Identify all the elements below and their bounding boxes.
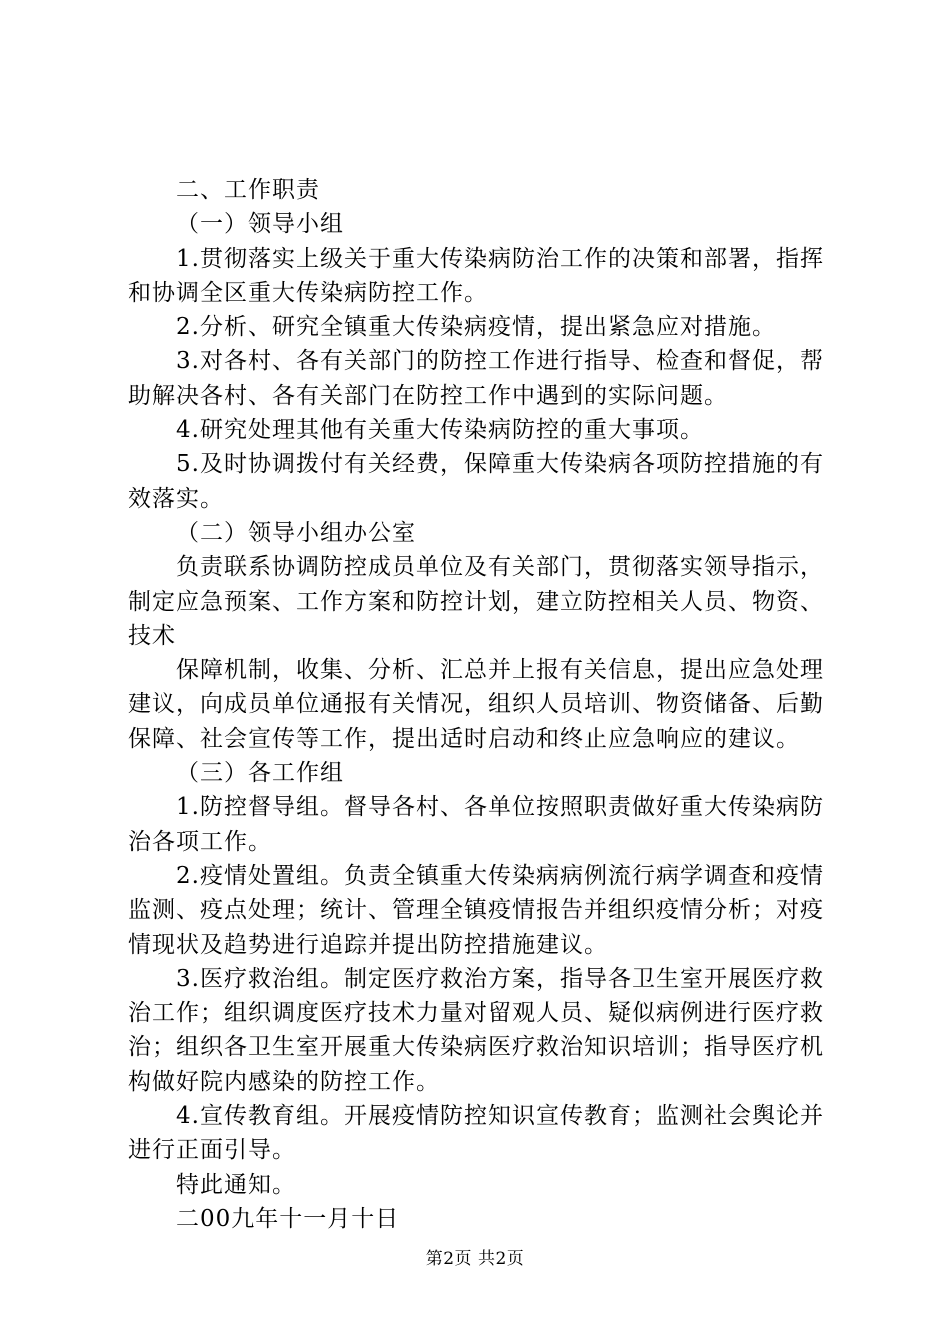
paragraph: 2.疫情处置组。负责全镇重大传染病病例流行病学调查和疫情监测、疫点处理；统计、管理全镇疫情报告并组织疫情分析；对疫情现状及趋势进行追踪并提出防控措施建议。 — [128, 862, 824, 958]
paragraph: 2.分析、研究全镇重大传染病疫情，提出紧急应对措施。 — [176, 314, 776, 341]
paragraph: 3.对各村、各有关部门的防控工作进行指导、检查和督促，帮助解决各村、各有关部门在防控工作中遇到的实际问题。 — [128, 348, 824, 409]
paragraph: 保障机制，收集、分析、汇总并上报有关信息，提出应急处理建议，向成员单位通报有关情况，组织人员培训、物资储备、后勤保障、社会宣传等工作，提出适时启动和终止应急响应的建议。 — [128, 657, 824, 752]
paragraph: 1.贯彻落实上级关于重大传染病防治工作的决策和部署，指挥和协调全区重大传染病防控工作。 — [128, 245, 824, 306]
subsection-heading: （三）各工作组 — [176, 760, 344, 787]
paragraph: 1.防控督导组。督导各村、各单位按照职责做好重大传染病防治各项工作。 — [128, 794, 824, 855]
paragraph: 4.宣传教育组。开展疫情防控知识宣传教育；监测社会舆论并进行正面引导。 — [128, 1103, 824, 1164]
paragraph: 负责联系协调防控成员单位及有关部门，贯彻落实领导指示，制定应急预案、工作方案和防控计划，建立防控相关人员、物资、技术 — [128, 554, 824, 649]
closing-line: 特此通知。 — [176, 1171, 296, 1198]
page-footer: 第2页 共2页 — [425, 1249, 525, 1269]
date-line: 二00九年十一月十日 — [176, 1205, 400, 1232]
paragraph: 5.及时协调拨付有关经费，保障重大传染病各项防控措施的有效落实。 — [128, 451, 824, 512]
document-body — [128, 173, 840, 1236]
paragraph: 4.研究处理其他有关重大传染病防控的重大事项。 — [176, 417, 704, 444]
subsection-heading: （二）领导小组办公室 — [176, 519, 416, 546]
subsection-heading: （一）领导小组 — [176, 211, 344, 238]
paragraph: 3.医疗救治组。制定医疗救治方案，指导各卫生室开展医疗救治工作；组织调度医疗技术力量对留观人员、疑似病例进行医疗救治；组织各卫生室开展重大传染病医疗救治知识培训；指导医疗机构做好院内感染的防控工作。 — [128, 965, 824, 1095]
section-heading: 二、工作职责 — [176, 177, 320, 203]
